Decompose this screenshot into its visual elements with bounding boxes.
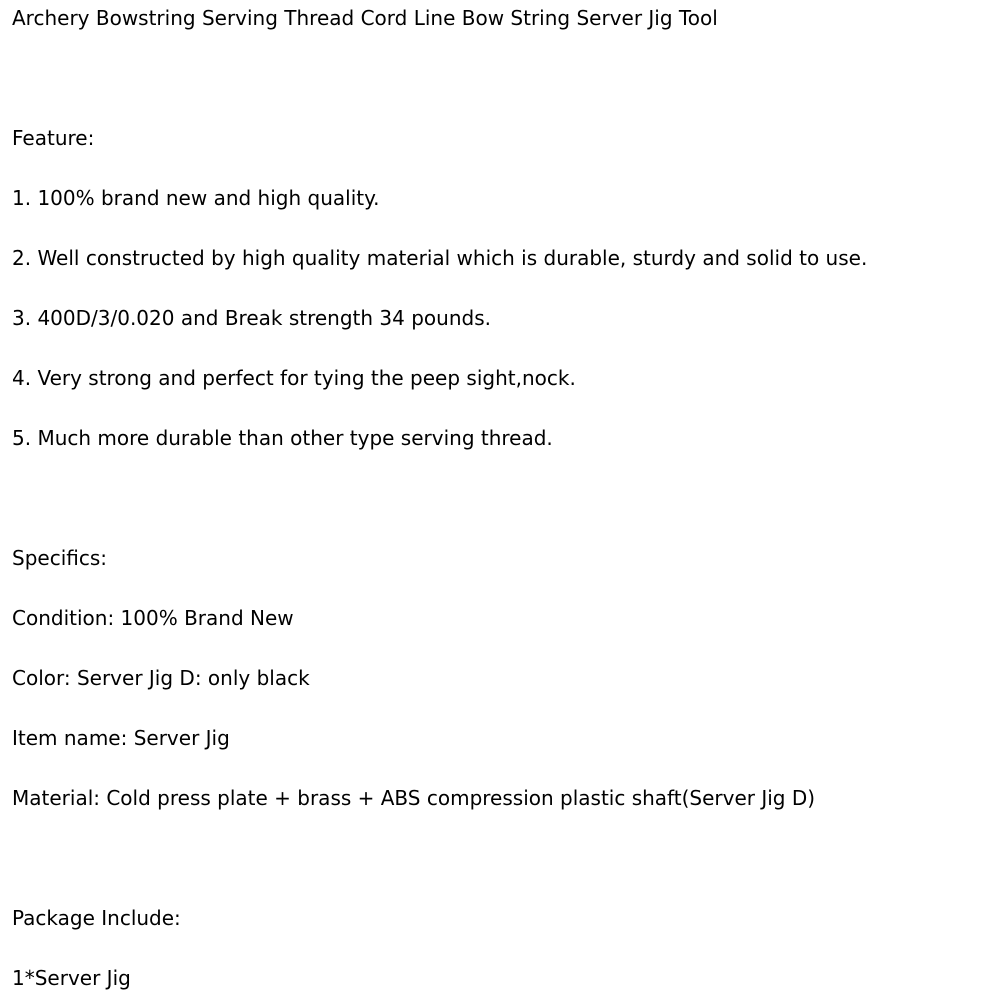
feature-heading: Feature: <box>12 126 95 150</box>
feature-item: 2. Well constructed by high quality material which is durable, sturdy and solid to use. <box>12 246 868 270</box>
package-heading: Package Include: <box>12 906 181 930</box>
feature-item: 3. 400D/3/0.020 and Break strength 34 pounds. <box>12 306 491 330</box>
product-title: Archery Bowstring Serving Thread Cord Line Bow String Server Jig Tool <box>12 6 718 30</box>
specifics-item: Material: Cold press plate + brass + ABS compression plastic shaft(Server Jig D) <box>12 786 816 810</box>
specifics-item: Item name: Server Jig <box>12 726 230 750</box>
specifics-heading: Specifics: <box>12 546 107 570</box>
specifics-item: Condition: 100% Brand New <box>12 606 294 630</box>
package-item: 1*Server Jig <box>12 966 131 990</box>
specifics-item: Color: Server Jig D: only black <box>12 666 310 690</box>
feature-item: 4. Very strong and perfect for tying the peep sight,nock. <box>12 366 576 390</box>
feature-item: 1. 100% brand new and high quality. <box>12 186 380 210</box>
feature-item: 5. Much more durable than other type serving thread. <box>12 426 553 450</box>
